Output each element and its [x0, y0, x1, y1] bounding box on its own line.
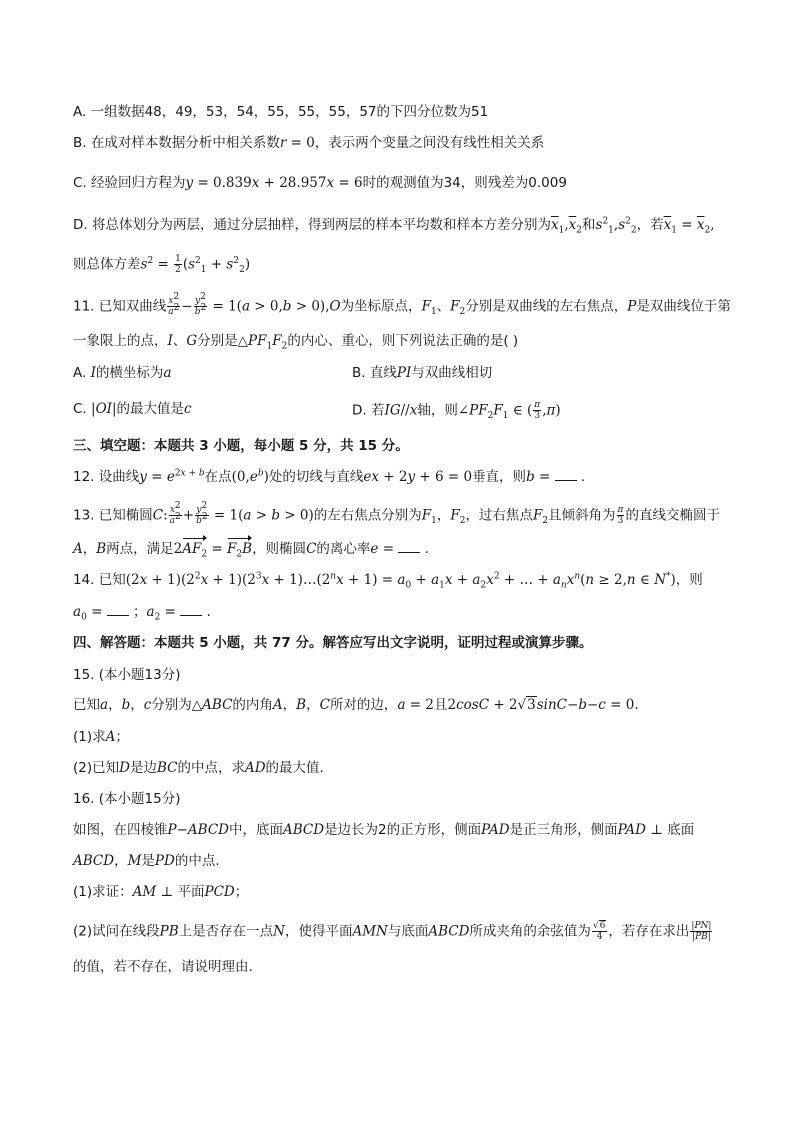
answer-blank[interactable] [107, 603, 129, 616]
q10-option-c: C. 经验回归方程为y = 0.839x + 28.957x = 6时的观测值为34，则残差为0.009 [73, 175, 567, 191]
q11-stem-line2: 一象限上的点，I、G分别是$\triangle PF_1F_2$的内心、重心，则下列说法正确的是( ) [73, 333, 519, 352]
q11-stem-line1: 11. 已知双曲线 $\frac{x^2}{a^2}$ − $\frac{y^2}{b^2}$ = 1(a > 0,b > 0),O为坐标原点，$F_1$、$F_2$分别是双曲线的左右焦点，P是双曲线位于第 [73, 292, 731, 318]
q10-option-b: B. 在成对样本数据分析中相关系数r = 0，表示两个变量之间没有线性相关关系 [73, 135, 545, 151]
q11-option-c: C. |OI|的最大值是c [73, 401, 192, 417]
q14-line2: $a_0$ = ；$a_2$ = . [73, 604, 211, 623]
answer-blank[interactable] [398, 540, 420, 553]
answer-blank[interactable] [555, 468, 577, 481]
q16-stem-line2: ABCD，M是PD的中点. [73, 853, 220, 869]
q10-option-d-line1: D. 将总体划分为两层，通过分层抽样，得到两层的样本平均数和样本方差分别为$\overline{x}_1,\overline{x}_2$和$s^2_1,s^2_2$，若$\overline{x}_1 = \overline{x}_2$, [73, 216, 715, 236]
q16-part1: (1)求证：AM ⊥ 平面PCD； [73, 884, 249, 900]
q13-line2: A，B两点，满足$2AF_2 = F_2B$，则椭圆C的离心率e = . [73, 541, 429, 560]
q16-part2-line1: (2)试问在线段PB上是否存在一点N，使得平面AMN与底面ABCD所成夹角的余弦值为 $\frac{√6}{4}$ ，若存在求出 $\frac{|PN|}{|PB|}$ [73, 921, 712, 942]
q15-part2: (2)已知D是边BC的中点，求AD的最大值. [73, 760, 324, 776]
q11-option-b: B. 直线PI与双曲线相切 [352, 365, 493, 381]
q15-part1: (1)求A； [73, 729, 129, 745]
q15-heading: 15. (本小题13分) [73, 667, 181, 683]
q10-option-a: A. 一组数据48，49，53，54，55，55，55，57的下四分位数为51 [73, 104, 489, 120]
q13-line1: 13. 已知椭圆C: $\frac{x^2}{a^2}$ + $\frac{y^2}{b^2}$ = 1(a > b > 0)的左右焦点分别为$F_1$，$F_2$，过右焦点$F_2$且倾斜角为 $\frac{\pi}{3}$ 的直线交椭圆于 [73, 501, 720, 527]
q16-stem-line1: 如图，在四棱锥P−ABCD中，底面ABCD是边长为2的正方形，侧面PAD是正三角形，侧面PAD ⊥ 底面 [73, 822, 695, 838]
q11-option-a: A. I的横坐标为a [73, 365, 172, 381]
q15-stem: 已知a，b，c分别为△ABC的内角A，B，C所对的边，a = 2且2cosC + 2√3sinC−b−c = 0. [73, 697, 639, 713]
section-fill-in-heading: 三、填空题：本题共 3 小题，每小题 5 分，共 15 分。 [73, 438, 409, 454]
section-solution-heading: 四、解答题：本题共 5 小题，共 77 分。解答应写出文字说明，证明过程或演算步骤。 [73, 635, 593, 651]
q10-option-d-line2: 则总体方差$s^2$ = $\frac{1}{2}$ $(s^2_1 + s^2_2)$ [73, 254, 251, 276]
q14-line1: 14. 已知$(2x + 1)(2^2x + 1)(2^3x$ + $1)\dots(2^nx + 1) = a_0 + a_1x + a_2x^2$ + … + $a_nx^n(n \ge 2,n$ ∈ N*)，则 [73, 571, 703, 591]
q12: 12. 设曲线$y = e^{2x + b}$在点$(0,e^b)$处的切线与直线ex + 2y + 6 = 0垂直，则b = . [73, 468, 586, 485]
q16-heading: 16. (本小题15分) [73, 791, 181, 807]
q16-part2-line2: 的值，若不存在，请说明理由. [73, 959, 253, 975]
answer-blank[interactable] [180, 603, 202, 616]
q11-option-d: D. 若IG//x轴，则$\angle PF_2F_1$ ∈ ( $\frac{\pi}{3}$ ,π) [352, 400, 561, 422]
